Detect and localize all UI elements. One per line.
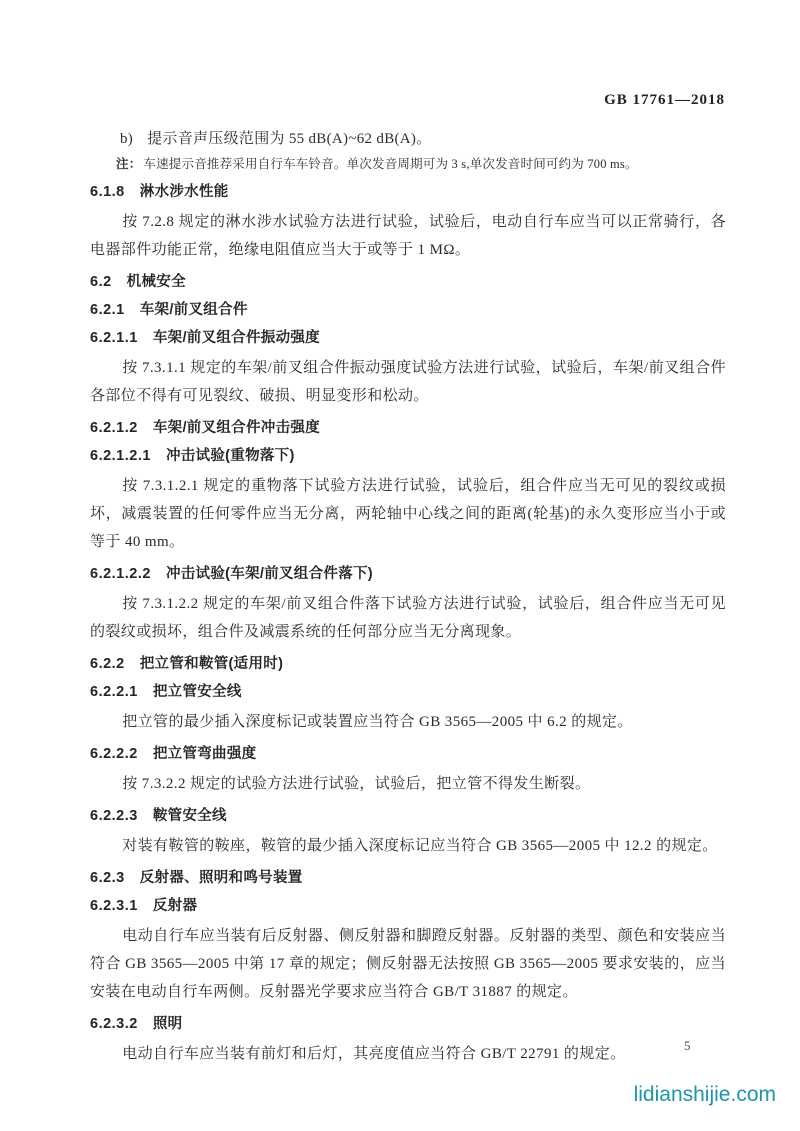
section-heading	[90, 806, 726, 826]
section-number: 6.1.8	[90, 184, 125, 200]
paragraph: 把立管的最少插入深度标记或装置应当符合 GB 3565—2005 中 6.2 的规定。	[122, 714, 633, 730]
paragraph: 电动自行车应当装有后反射器、侧反射器和脚蹬反射器。反射器的类型、颜色和安装应当符合 GB 3565—2005 中第 17 章的规定；侧反射器无法按照 GB 3565—2005 要求安装的，应当安装在电动自行车两侧。反射器光学要求应当符合 GB/T 31887 的规定。	[90, 928, 726, 1000]
section-title: 把立管安全线	[152, 684, 242, 700]
section-heading	[90, 328, 726, 348]
list-item-text: 提示音声压级范围为 55 dB(A)~62 dB(A)。	[147, 131, 432, 147]
section-heading	[90, 272, 726, 292]
section-heading	[90, 896, 726, 916]
note	[116, 154, 726, 174]
page-number: 5	[684, 1038, 691, 1053]
standard-number-header: GB 17761—2018	[604, 92, 725, 108]
section-number: 6.2.1.2.1	[90, 448, 151, 464]
section-number: 6.2.1.1	[90, 330, 138, 346]
section-title: 照明	[152, 1016, 183, 1032]
section-title: 反射器、照明和鸣号装置	[139, 870, 303, 886]
watermark-text: lidianshijie.com	[633, 1083, 776, 1106]
note-label: 注：	[116, 157, 142, 171]
paragraph: 按 7.2.8 规定的淋水涉水试验方法进行试验，试验后，电动自行车应当可以正常骑行，各电器部件功能正常，绝缘电阻值应当大于或等于 1 MΩ。	[90, 214, 726, 258]
paragraph: 按 7.3.1.2.2 规定的车架/前叉组合件落下试验方法进行试验，试验后，组合件应当无可见的裂纹或损坏，组合件及减震系统的任何部分应当无分离现象。	[90, 596, 726, 640]
section-number: 6.2.2	[90, 656, 125, 672]
section-number: 6.2	[90, 274, 112, 290]
section-number: 6.2.3.1	[90, 898, 138, 914]
paragraph: 按 7.3.2.2 规定的试验方法进行试验，试验后，把立管不得发生断裂。	[122, 776, 591, 792]
section-heading	[90, 446, 726, 466]
paragraph: 按 7.3.1.1 规定的车架/前叉组合件振动强度试验方法进行试验，试验后，车架/前叉组合件各部位不得有可见裂纹、破损、明显变形和松动。	[90, 360, 726, 404]
list-item-marker: b)	[120, 131, 134, 147]
paragraph: 按 7.3.1.2.1 规定的重物落下试验方法进行试验，试验后，组合件应当无可见的裂纹或损坏，减震装置的任何零件应当无分离，两轮轴中心线之间的距离(轮基)的永久变形应当小于或等于 40 mm。	[90, 478, 726, 550]
section-number: 6.2.1	[90, 302, 125, 318]
section-title: 反射器	[152, 898, 198, 914]
section-title: 把立管弯曲强度	[152, 746, 257, 762]
section-number: 6.2.2.1	[90, 684, 138, 700]
section-number: 6.2.1.2.2	[90, 566, 151, 582]
section-number: 6.2.1.2	[90, 420, 138, 436]
section-heading	[90, 418, 726, 438]
section-title: 淋水涉水性能	[139, 184, 229, 200]
paragraph: 对装有鞍管的鞍座，鞍管的最少插入深度标记应当符合 GB 3565—2005 中 12.2 的规定。	[122, 838, 718, 854]
section-number: 6.2.3.2	[90, 1016, 138, 1032]
section-title: 车架/前叉组合件振动强度	[152, 330, 320, 346]
section-number: 6.2.2.3	[90, 808, 138, 824]
section-heading	[90, 300, 726, 320]
section-title: 车架/前叉组合件冲击强度	[152, 420, 320, 436]
section-heading	[90, 744, 726, 764]
section-heading	[90, 682, 726, 702]
section-number: 6.2.2.2	[90, 746, 138, 762]
section-title: 机械安全	[126, 274, 186, 290]
section-title: 冲击试验(车架/前叉组合件落下)	[165, 566, 373, 582]
section-heading	[90, 654, 726, 674]
section-heading	[90, 1014, 726, 1034]
section-title: 车架/前叉组合件	[139, 302, 248, 318]
note-text: 车速提示音推荐采用自行车车铃音。单次发音周期可为 3 s,单次发音时间可约为 700 ms。	[143, 157, 638, 171]
section-heading	[90, 182, 726, 202]
section-title: 把立管和鞍管(适用时)	[139, 656, 284, 672]
document-content	[90, 128, 726, 1068]
section-number: 6.2.3	[90, 870, 125, 886]
section-heading	[90, 868, 726, 888]
list-item	[120, 128, 726, 150]
section-title: 冲击试验(重物落下)	[165, 448, 295, 464]
paragraph: 电动自行车应当装有前灯和后灯，其亮度值应当符合 GB/T 22791 的规定。	[122, 1046, 626, 1062]
section-title: 鞍管安全线	[152, 808, 227, 824]
section-heading	[90, 564, 726, 584]
